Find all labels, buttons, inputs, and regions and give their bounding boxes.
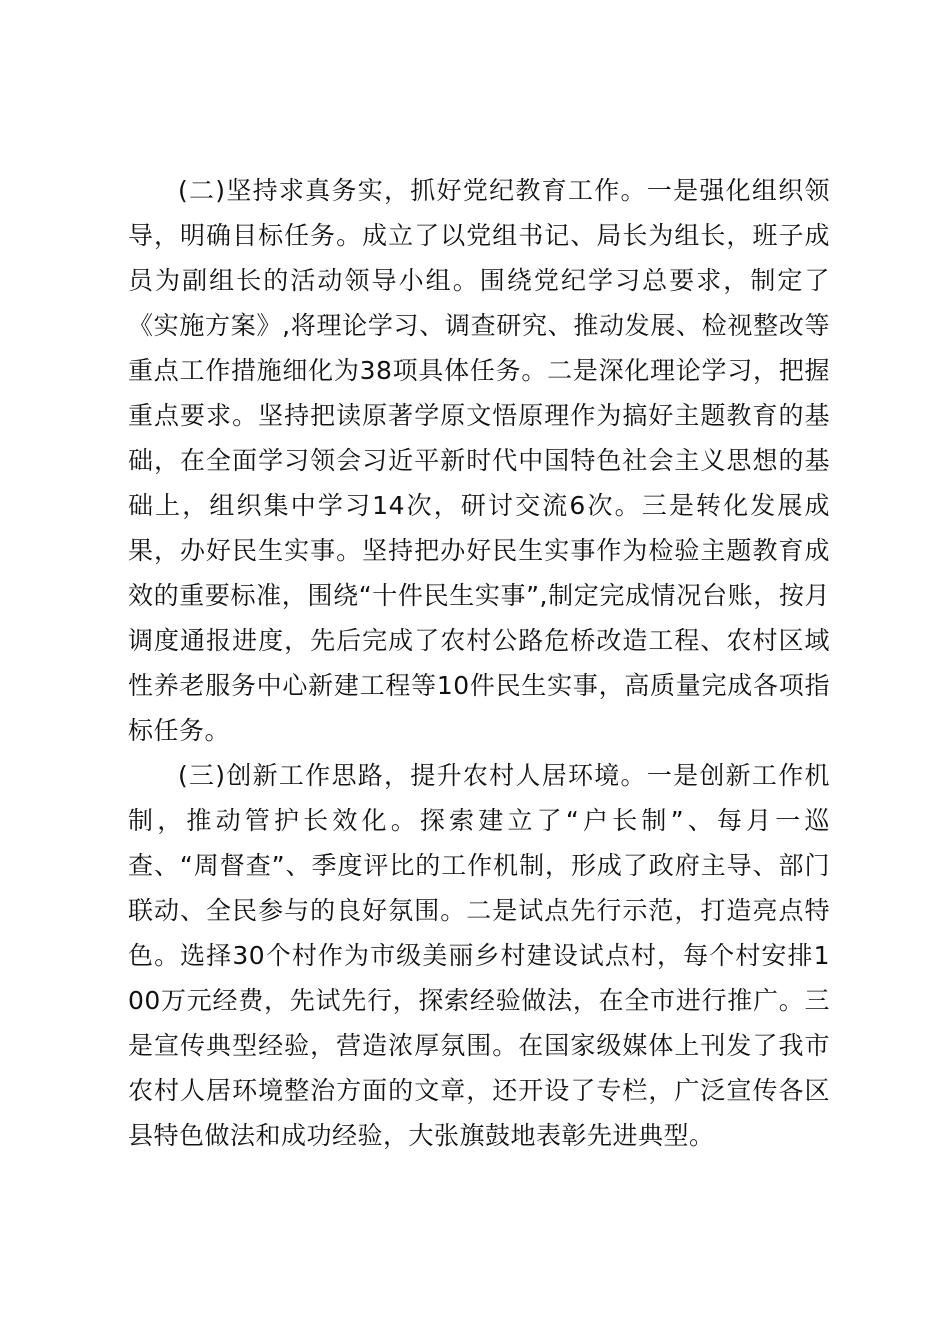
paragraph-rural-living-environment: (三)创新工作思路，提升农村人居环境。一是创新工作机制，推动管护长效化。探索建立了“户长制”、每月一巡查、“周督查”、季度评比的工作机制，形成了政府主导、部门联动、全民参与的良好氛围。二是试点先行示范，打造亮点特色。选择30个村作为市级美丽乡村建设试点村，每个村安排100万元经费，先试先行，探索经验做法，在全市进行推广。三是宣传典型经验，营造浓厚氛围。在国家级媒体上刊发了我市农村人居环境整治方面的文章，还开设了专栏，广泛宣传各区县特色做法和成功经验，大张旗鼓地表彰先进典型。 <box>128 761 830 1150</box>
paragraph-party-discipline-education: (二)坚持求真务实，抓好党纪教育工作。一是强化组织领导，明确目标任务。成立了以党组书记、局长为组长，班子成员为副组长的活动领导小组。围绕党纪学习总要求，制定了《实施方案》,将理论学习、调查研究、推动发展、检视整改等重点工作措施细化为38项具体任务。二是深化理论学习，把握重点要求。坚持把读原著学原文悟原理作为搞好主题教育的基础，在全面学习领会习近平新时代中国特色社会主义思想的基础上，组织集中学习14次，研讨交流6次。三是转化发展成果，办好民生实事。坚持把办好民生实事作为检验主题教育成效的重要标准，围绕“十件民生实事”,制定完成情况台账，按月调度通报进度，先后完成了农村公路危桥改造工程、农村区域性养老服务中心新建工程等10件民生实事，高质量完成各项指标任务。 <box>128 176 830 745</box>
document-body <box>128 168 830 1158</box>
